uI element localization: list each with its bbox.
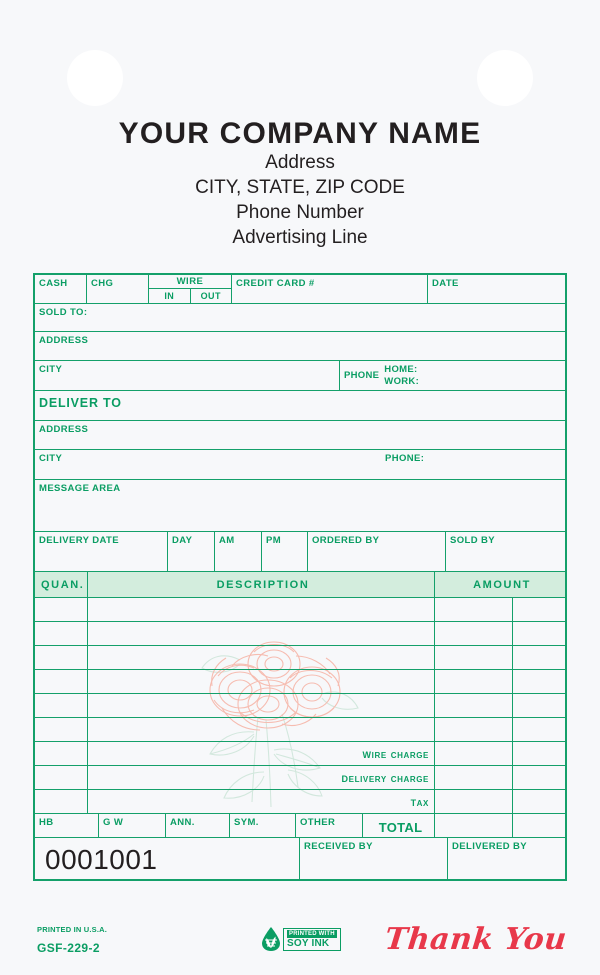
form-code-text: GSF-229-2 — [37, 941, 100, 955]
cell-quan[interactable] — [35, 742, 88, 765]
phone-label: PHONE — [344, 370, 380, 381]
cell-delivery-charge-cents[interactable] — [513, 766, 565, 789]
label-tax: tax — [88, 790, 435, 813]
cell-tax-dollars[interactable] — [435, 790, 513, 813]
codes-total-row — [35, 814, 565, 838]
wire-label: WIRE — [149, 275, 231, 289]
field-other[interactable]: OTHER — [296, 814, 363, 837]
item-row[interactable] — [35, 670, 565, 694]
cell-description[interactable] — [88, 598, 435, 621]
company-header — [0, 118, 600, 251]
cell-wire-charge-dollars[interactable] — [435, 742, 513, 765]
item-row[interactable] — [35, 598, 565, 622]
item-row[interactable] — [35, 646, 565, 670]
message-area-row — [35, 480, 565, 532]
soy-droplet-icon — [260, 926, 282, 952]
field-date[interactable]: DATE — [432, 278, 459, 289]
company-name: YOUR COMPANY NAME — [118, 117, 482, 150]
delivery-date-row — [35, 532, 565, 572]
thank-you-script: Thank You — [383, 922, 569, 957]
field-sold-by[interactable]: SOLD BY — [450, 535, 496, 546]
field-ann[interactable]: ANN. — [166, 814, 230, 837]
item-row[interactable] — [35, 622, 565, 646]
soy-ink-logo — [260, 926, 341, 952]
field-address-2[interactable]: ADDRESS — [39, 424, 89, 435]
deliver-to-row — [35, 391, 565, 421]
field-wire-in[interactable]: IN — [149, 289, 191, 303]
field-delivered-by[interactable]: DELIVERED BY — [452, 841, 528, 852]
punch-hole-right-icon — [477, 50, 533, 106]
sheet-footer — [0, 920, 600, 975]
cell-amount-dollars[interactable] — [435, 718, 513, 741]
field-ordered-by[interactable]: ORDERED BY — [308, 532, 446, 571]
wire-charge-row[interactable] — [35, 742, 565, 766]
column-header-description: DESCRIPTION — [88, 572, 435, 597]
address-row-1 — [35, 332, 565, 361]
invoice-signature-row — [35, 838, 565, 879]
label-wire-charge: wire charge — [88, 742, 435, 765]
invoice-number: 0001001 — [35, 838, 300, 879]
field-received-by[interactable]: RECEIVED BY — [300, 838, 448, 879]
field-gw[interactable]: G W — [99, 814, 166, 837]
cell-quan[interactable] — [35, 766, 88, 789]
cell-description[interactable] — [88, 694, 435, 717]
field-deliver-to[interactable]: DELIVER TO — [39, 396, 122, 410]
field-phone-home-work[interactable] — [340, 361, 565, 390]
cell-amount-dollars[interactable] — [435, 646, 513, 669]
cell-amount-cents[interactable] — [513, 598, 565, 621]
field-wire[interactable] — [149, 275, 232, 303]
field-city-1[interactable]: CITY — [35, 361, 340, 390]
cell-description[interactable] — [88, 622, 435, 645]
address-row-2 — [35, 421, 565, 450]
soy-printed-with-text: PRINTED WITH — [289, 930, 335, 937]
cell-amount-dollars[interactable] — [435, 622, 513, 645]
item-row[interactable] — [35, 694, 565, 718]
field-wire-out[interactable]: OUT — [200, 291, 221, 301]
cell-tax-cents[interactable] — [513, 790, 565, 813]
cell-quan[interactable] — [35, 718, 88, 741]
field-cash[interactable]: CASH — [35, 275, 87, 303]
field-city-2[interactable]: CITY PHONE: — [39, 453, 425, 464]
cell-quan[interactable] — [35, 790, 88, 813]
company-address: Address — [265, 151, 335, 173]
cell-amount-cents[interactable] — [513, 718, 565, 741]
field-chg[interactable]: CHG — [87, 275, 149, 303]
city-phone-row-2 — [35, 450, 565, 480]
cell-amount-cents[interactable] — [513, 622, 565, 645]
cell-total-dollars[interactable] — [435, 814, 513, 837]
company-advertising-line: Advertising Line — [232, 227, 368, 249]
cell-quan[interactable] — [35, 670, 88, 693]
cell-quan[interactable] — [35, 646, 88, 669]
sold-to-row — [35, 304, 565, 332]
cell-amount-dollars[interactable] — [435, 694, 513, 717]
cell-delivery-charge-dollars[interactable] — [435, 766, 513, 789]
column-header-quan: QUAN. — [35, 572, 88, 597]
field-pm[interactable]: PM — [262, 532, 308, 571]
field-delivery-date[interactable]: DELIVERY DATE — [35, 532, 168, 571]
delivery-charge-row[interactable] — [35, 766, 565, 790]
label-total: TOTAL — [363, 814, 435, 837]
cell-quan[interactable] — [35, 598, 88, 621]
punch-hole-left-icon — [67, 50, 123, 106]
field-sold-to[interactable]: SOLD TO: — [39, 307, 88, 318]
tax-row[interactable] — [35, 790, 565, 814]
cell-amount-cents[interactable] — [513, 646, 565, 669]
cell-total-cents[interactable] — [513, 814, 565, 837]
cell-amount-cents[interactable] — [513, 670, 565, 693]
cell-description[interactable] — [88, 670, 435, 693]
field-phone-2-label: PHONE: — [385, 453, 425, 464]
field-message-area[interactable]: MESSAGE AREA — [39, 483, 121, 494]
cell-description[interactable] — [88, 718, 435, 741]
field-credit-card[interactable]: CREDIT CARD # — [232, 275, 428, 303]
cell-amount-dollars[interactable] — [435, 670, 513, 693]
cell-description[interactable] — [88, 646, 435, 669]
cell-quan[interactable] — [35, 694, 88, 717]
phone-work-label: WORK: — [384, 375, 420, 387]
payment-row — [35, 275, 565, 304]
soy-ink-text: SOY INK — [287, 937, 330, 949]
label-delivery-charge: delivery charge — [88, 766, 435, 789]
company-phone: Phone Number — [236, 202, 364, 224]
item-row[interactable] — [35, 718, 565, 742]
cell-amount-dollars[interactable] — [435, 598, 513, 621]
field-address-1[interactable]: ADDRESS — [39, 335, 89, 346]
phone-home-label: HOME: — [384, 363, 418, 375]
invoice-form — [33, 273, 567, 881]
company-city-state-zip: CITY, STATE, ZIP CODE — [195, 176, 405, 198]
cell-wire-charge-cents[interactable] — [513, 742, 565, 765]
printed-in-usa-text: PRINTED IN U.S.A. — [37, 925, 108, 934]
field-am[interactable]: AM — [215, 532, 262, 571]
field-hb[interactable]: HB — [35, 814, 99, 837]
field-day[interactable]: DAY — [168, 532, 215, 571]
cell-amount-cents[interactable] — [513, 694, 565, 717]
city-phone-row — [35, 361, 565, 391]
field-sym[interactable]: SYM. — [230, 814, 296, 837]
column-header-amount: AMOUNT — [473, 578, 531, 591]
cell-quan[interactable] — [35, 622, 88, 645]
items-table-header — [35, 572, 565, 598]
